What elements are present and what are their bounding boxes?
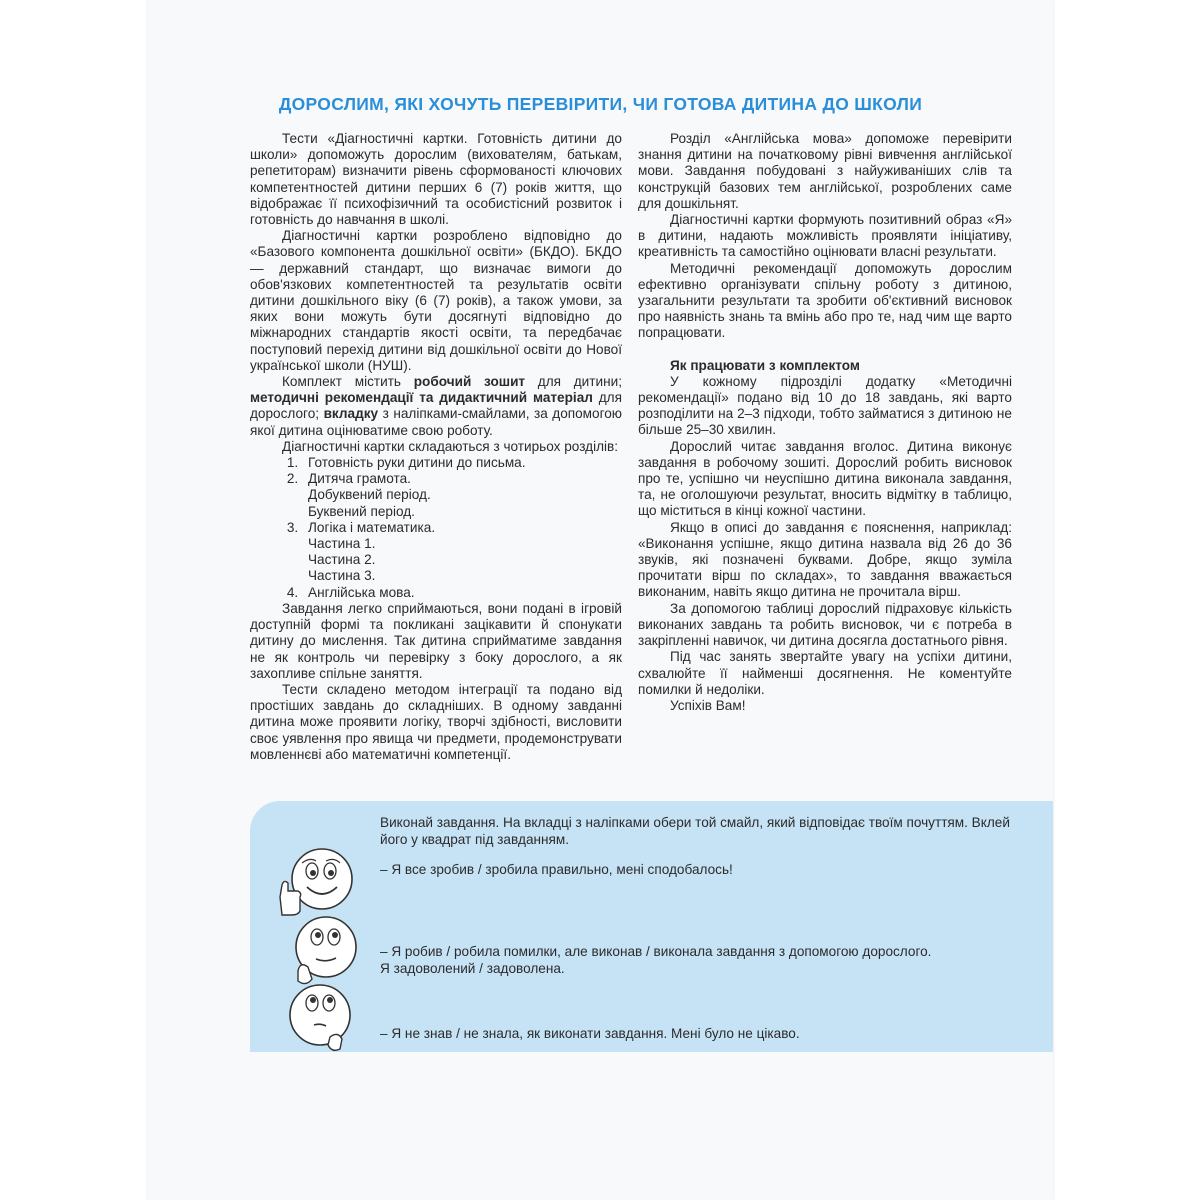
- rating-option-ok-cont: Я задоволений / задоволена.: [380, 961, 565, 976]
- instruction-text: Виконай завдання. На вкладці з наліпками обери той смайл, який відповідає твоїм почуттям. Вклей його у квадрат під завданням.: [380, 815, 1010, 847]
- paragraph: Успіхів Вам!: [670, 697, 746, 713]
- list-subitem: Частина 1.: [308, 536, 376, 552]
- list-item-label: Англійська мова.: [308, 584, 415, 600]
- paragraph: Під час занять звертайте увагу на успіхи дитини, схвалюйте її найменші досягнення. Не коментуйте помилки й недоліки.: [638, 649, 1012, 697]
- page-title: ДОРОСЛИМ, ЯКІ ХОЧУТЬ ПЕРЕВІРИТИ, ЧИ ГОТОВА ДИТИНА ДО ШКОЛИ: [278, 94, 923, 114]
- text: для дитини;: [525, 374, 622, 390]
- paragraph: Дорослий читає завдання вголос. Дитина виконує завдання в робочому зошиті. Дорослий робить висновок про те, успішно чи неуспішно дитина виконала завдання, та, не оголошуючи результат, вносить відмітку в таблицю, що міститься в кінці кожної частини.: [638, 438, 1012, 519]
- thinking-smiley-icon: [276, 909, 366, 991]
- list-item-label: Готовність руки дитини до письма.: [308, 455, 526, 471]
- paragraph: Діагностичні картки розроблено відповідно до «Базового компонента дошкільної освіти» (БКДО). БКДО — державний стандарт, що визначає вимоги до обов'язкових компетентностей та результатів освіти дитини дошкільного віку (6 (7) років), а також умови, за яких вони можуть бути досягнуті відповідно до міжнародних стандартів якості освіти, та передбачає поступовий перехід дитини від дошкільної освіти до Нової української школи (НУШ).: [250, 228, 622, 373]
- paragraph: [250, 374, 622, 439]
- list-subitem: Частина 3.: [308, 568, 376, 584]
- list-item: [302, 455, 622, 471]
- list-subitem: Частина 2.: [308, 552, 376, 568]
- sections-list: [250, 455, 622, 601]
- instruction-box: [250, 801, 1053, 1052]
- paragraph: У кожному підрозділі додатку «Методичні рекомендації» подано від 10 до 18 завдань, які варто розподілити на 2–3 підходи, тобто займатися з дитиною не більше 25–30 хвилин.: [638, 373, 1012, 438]
- list-subitem: Буквений період.: [308, 503, 415, 519]
- list-item-label: Логіка і математика.: [308, 519, 436, 535]
- paragraph: Методичні рекомендації допоможуть дорослим ефективно організувати спільну роботу з дитиною, узагальнити результати та зробити об'єктивний висновок про наявність знань та вмінь або про те, над чим ще варто попрацювати.: [638, 260, 1012, 341]
- section-heading: Як працювати з комплектом: [670, 357, 860, 373]
- paragraph: Діагностичні картки формують позитивний образ «Я» в дитини, надають можливість проявляти ініціативу, креативність та самостійно оцінювати власні результати.: [638, 212, 1012, 260]
- rating-option-good: – Я все зробив / зробила правильно, мені сподобалось!: [380, 862, 733, 877]
- list-item: [302, 520, 622, 585]
- text: з наліпками-смайлами, за допомогою якої дитина оцінюватиме свою роботу.: [250, 406, 623, 438]
- paragraph: За допомогою таблиці дорослий підраховує кількість виконаних завдань та робить висновок, чи є потреба в закріпленні навичок, чи дитина досягла достатнього рівня.: [638, 600, 1012, 649]
- text: для дорослого;: [250, 390, 622, 422]
- right-column: [638, 131, 1012, 714]
- paragraph: Тести складено методом інтеграції та подано від простіших завдань до складніших. В одному завданні дитина може проявити логіку, творчі здібності, висловити своє уявлення про явища чи предмети, продемонструвати мовленнєві або математичні компетенції.: [250, 681, 622, 762]
- list-item-label: Дитяча грамота.: [308, 471, 411, 487]
- left-column: [250, 131, 622, 763]
- bold-term: методичні рекомендації та дидактичний матеріал: [250, 390, 593, 406]
- list-item: [302, 585, 622, 601]
- paragraph: Завдання легко сприймаються, вони подані в ігровій доступній формі та покликані зацікавити й спонукати дитину до мислення. Так дитина сприйматиме завдання не як контроль чи перевірку з боку дорослого, а як захопливе спільне заняття.: [250, 600, 622, 681]
- paragraph: Діагностичні картки складаються з чотирьох розділів:: [282, 438, 619, 454]
- paragraph: Якщо в описі до завдання є пояснення, наприклад: «Виконання успішне, якщо дитина назвала від 26 до 36 звуків, які позначені буквами. Добре, якщо зуміла прочитати вірш по складах», то завдання вважається виконаним, навіть якщо дитина не прочитала вірш.: [638, 519, 1012, 600]
- paragraph: Тести «Діагностичні картки. Готовність дитини до школи» допоможуть дорослим (вихователям, батькам, репетиторам) визначити рівень сформованості ключових компетентностей дитини перших 6 (7) років життя, що відображає її психофізичний та особистісний розвиток і готовність до навчання в школі.: [250, 131, 622, 228]
- bold-term: робочий зошит: [413, 374, 526, 390]
- bold-term: вкладку: [323, 406, 379, 422]
- paragraph: Розділ «Англійська мова» допоможе перевірити знання дитини на початковому рівні вивчення англійської мови. Завдання побудовані з найуживаніших слів та конструкцій базових тем англійської, розроблених саме для дошкільнят.: [638, 131, 1012, 211]
- confused-smiley-icon: [274, 981, 364, 1053]
- list-item: [302, 471, 622, 520]
- list-subitem: Добуквений період.: [308, 487, 431, 503]
- rating-option-ok: – Я робив / робила помилки, але виконав / виконала завдання з допомогою дорослого.: [380, 944, 932, 959]
- text: Комплект містить: [282, 374, 414, 390]
- page-sheet: [148, 0, 1053, 1200]
- rating-option-bad: – Я не знав / не знала, як виконати завдання. Мені було не цікаво.: [380, 1026, 800, 1041]
